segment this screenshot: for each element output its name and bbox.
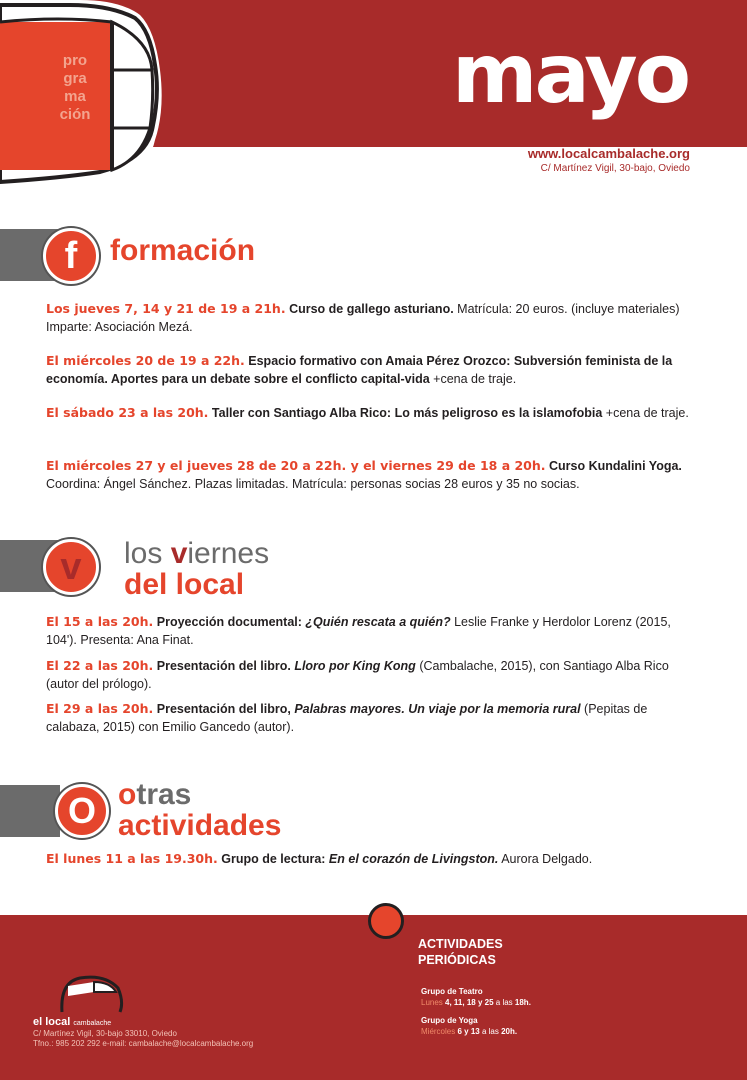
section-title: otras actividades [118, 778, 282, 842]
list-item [46, 700, 696, 736]
entry-date: Los jueves 7, 14 y 21 de 19 a 21h. [46, 301, 286, 316]
list-item [46, 613, 696, 649]
entry-title: Espacio formativo con Amaia Pérez Orozco: Subversión feminista de la economía. Aportes para un debate sobre el conflicto capital-vida [46, 354, 673, 386]
activities-title: ACTIVIDADES PERIÓDICAS [418, 937, 503, 967]
programacion-line: ción [59, 106, 91, 123]
programacion-line: gra [63, 70, 87, 87]
entry-text: +cena de traje. [605, 406, 689, 420]
v-letter-icon [43, 539, 99, 595]
list-item [46, 300, 696, 336]
activity-item: Grupo de Yoga Miércoles 6 y 13 a las 20h. [421, 1016, 518, 1036]
entry-work-title: Lloro por King Kong [294, 659, 416, 673]
entry-title: Curso de gallego asturiano. [289, 302, 454, 316]
entry-text: (Pepitas de calabaza, 2015) con Emilio Gancedo (autor). [46, 702, 648, 734]
section-letter: v [60, 546, 82, 588]
circle-icon [368, 903, 404, 939]
entry-work-title: Palabras mayores. Un viaje por la memoria rural [294, 702, 581, 716]
entry-title: Presentación del libro, [156, 702, 291, 716]
entry-date: El miércoles 27 y el jueves 28 de 20 a 22h. y el viernes 29 de 18 a 20h. [46, 458, 546, 473]
local-name: el local cambalache [33, 1016, 112, 1028]
entry-title: Presentación del libro. [156, 659, 291, 673]
entry-text: (Cambalache, 2015), con Santiago Alba Rico (autor del prólogo). [46, 659, 669, 691]
entry-date: El 22 a las 20h. [46, 658, 154, 673]
month-title: mayo [452, 27, 689, 122]
programacion-line: pro [62, 52, 88, 69]
entry-title: Grupo de lectura: [221, 852, 326, 866]
list-item [46, 657, 696, 693]
entry-title: Taller con Santiago Alba Rico: Lo más peligroso es la islamofobia [211, 406, 603, 420]
entry-work-title: En el corazón de Livingston. [328, 852, 499, 866]
website-link[interactable]: www.localcambalache.org [527, 146, 690, 161]
section-bar [0, 785, 60, 837]
list-item [46, 352, 696, 388]
local-address: C/ Martínez Vigil, 30-bajo 33010, Oviedo Tfno.: 985 202 292 e-mail: cambalache@localcambalache.org [33, 1029, 254, 1048]
entry-title: Curso Kundalini Yoga. [549, 459, 682, 473]
local-small-logo-icon [60, 974, 124, 1014]
entry-date: El 15 a las 20h. [46, 614, 154, 629]
entry-date: El miércoles 20 de 19 a 22h. [46, 353, 245, 368]
entry-date: El sábado 23 a las 20h. [46, 405, 209, 420]
entry-text: Coordina: Ángel Sánchez. Plazas limitadas. Matrícula: personas socias 28 euros y 35 no socias. [46, 476, 580, 491]
entry-date: El lunes 11 a las 19.30h. [46, 851, 218, 866]
list-item [46, 457, 696, 493]
entry-work-title: ¿Quién rescata a quién? [305, 615, 451, 629]
section-title: formación [110, 234, 256, 267]
entry-text: Aurora Delgado. [501, 852, 593, 866]
activity-name: Grupo de Yoga [421, 1016, 478, 1025]
list-item [46, 850, 696, 869]
entry-title: Proyección documental: [156, 615, 302, 629]
o-letter-icon [55, 784, 109, 838]
entry-text: Matrícula: 20 euros. (incluye materiales) Imparte: Asociación Mezá. [46, 302, 680, 334]
activity-item: Grupo de Teatro Lunes 4, 11, 18 y 25 a las 18h. [421, 987, 531, 1007]
f-letter-icon [43, 228, 99, 284]
entry-text: Leslie Franke y Herdolor Lorenz (2015, 104'). Presenta: Ana Finat. [46, 615, 671, 647]
section-letter: O [67, 790, 96, 831]
header [0, 0, 747, 216]
entry-date: El 29 a las 20h. [46, 701, 154, 716]
header-address: C/ Martínez Vigil, 30-bajo, Oviedo [540, 163, 690, 174]
entry-text: +cena de traje. [433, 371, 517, 386]
section-letter: f [64, 235, 78, 277]
programacion-line: ma [64, 88, 86, 105]
section-title: los viernes del local [124, 537, 270, 601]
list-item [46, 404, 696, 423]
activity-name: Grupo de Teatro [421, 987, 483, 996]
programacion-label [50, 52, 100, 124]
